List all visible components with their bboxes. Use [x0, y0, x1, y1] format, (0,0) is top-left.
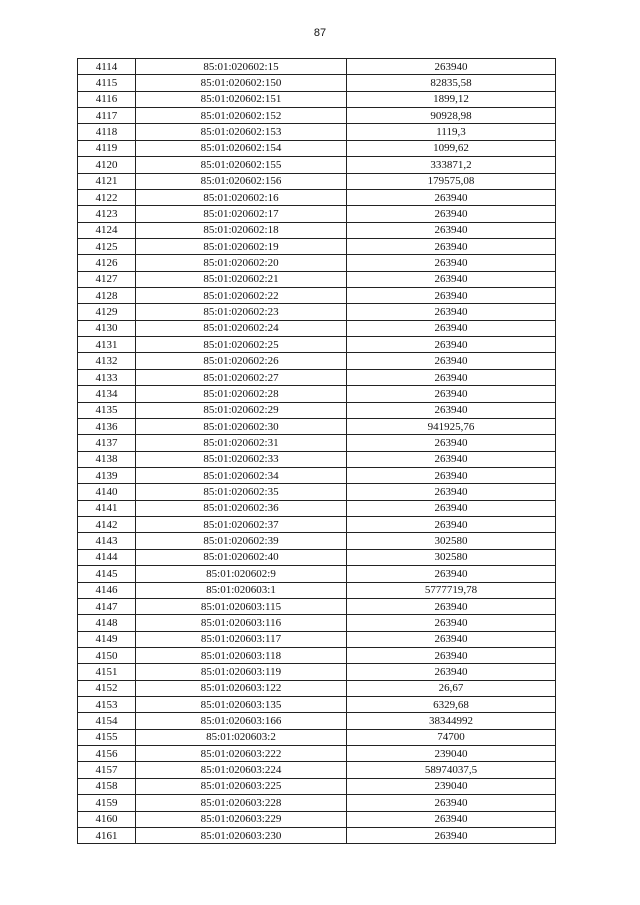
cadastral-number-cell: 85:01:020603:115	[136, 598, 347, 614]
cadastral-value-cell: 263940	[347, 353, 556, 369]
table-row	[78, 746, 556, 762]
cadastral-value-cell: 263940	[347, 255, 556, 271]
table-row	[78, 729, 556, 745]
row-number-cell: 4132	[78, 353, 136, 369]
cadastral-value-cell: 263940	[347, 500, 556, 516]
table-row	[78, 353, 556, 369]
cadastral-value-cell: 263940	[347, 288, 556, 304]
cadastral-number-cell: 85:01:020602:151	[136, 91, 347, 107]
cadastral-number-cell: 85:01:020602:36	[136, 500, 347, 516]
cadastral-value-cell: 239040	[347, 746, 556, 762]
row-number-cell: 4134	[78, 386, 136, 402]
table-row	[78, 108, 556, 124]
table-row	[78, 582, 556, 598]
cadastral-number-cell: 85:01:020603:135	[136, 697, 347, 713]
table-row	[78, 778, 556, 794]
cadastral-value-cell: 302580	[347, 549, 556, 565]
table-row	[78, 795, 556, 811]
table-row	[78, 255, 556, 271]
cadastral-value-cell: 26,67	[347, 680, 556, 696]
row-number-cell: 4155	[78, 729, 136, 745]
cadastral-number-cell: 85:01:020602:23	[136, 304, 347, 320]
table-row	[78, 811, 556, 827]
cadastral-number-cell: 85:01:020602:25	[136, 337, 347, 353]
table-row	[78, 238, 556, 254]
row-number-cell: 4130	[78, 320, 136, 336]
table-row	[78, 697, 556, 713]
row-number-cell: 4137	[78, 435, 136, 451]
row-number-cell: 4122	[78, 189, 136, 205]
row-number-cell: 4129	[78, 304, 136, 320]
cadastral-number-cell: 85:01:020602:152	[136, 108, 347, 124]
cadastral-number-cell: 85:01:020602:40	[136, 549, 347, 565]
row-number-cell: 4117	[78, 108, 136, 124]
row-number-cell: 4147	[78, 598, 136, 614]
row-number-cell: 4126	[78, 255, 136, 271]
row-number-cell: 4156	[78, 746, 136, 762]
table-row	[78, 631, 556, 647]
row-number-cell: 4142	[78, 517, 136, 533]
cadastral-value-cell: 263940	[347, 222, 556, 238]
table-row	[78, 566, 556, 582]
cadastral-number-cell: 85:01:020602:17	[136, 206, 347, 222]
cadastral-value-cell: 6329,68	[347, 697, 556, 713]
row-number-cell: 4157	[78, 762, 136, 778]
row-number-cell: 4150	[78, 647, 136, 663]
table-row	[78, 467, 556, 483]
cadastral-value-cell: 263940	[347, 795, 556, 811]
cadastral-value-cell: 74700	[347, 729, 556, 745]
cadastral-number-cell: 85:01:020602:28	[136, 386, 347, 402]
cadastral-value-table	[77, 58, 556, 844]
table-row	[78, 271, 556, 287]
cadastral-number-cell: 85:01:020603:118	[136, 647, 347, 663]
row-number-cell: 4116	[78, 91, 136, 107]
cadastral-value-cell: 941925,76	[347, 418, 556, 434]
cadastral-number-cell: 85:01:020602:30	[136, 418, 347, 434]
cadastral-number-cell: 85:01:020603:224	[136, 762, 347, 778]
cadastral-number-cell: 85:01:020602:35	[136, 484, 347, 500]
cadastral-value-cell: 263940	[347, 238, 556, 254]
cadastral-value-cell: 38344992	[347, 713, 556, 729]
table-row	[78, 549, 556, 565]
table-row	[78, 451, 556, 467]
table-row	[78, 484, 556, 500]
cadastral-value-cell: 263940	[347, 189, 556, 205]
cadastral-value-cell: 263940	[347, 827, 556, 843]
row-number-cell: 4153	[78, 697, 136, 713]
row-number-cell: 4148	[78, 615, 136, 631]
cadastral-number-cell: 85:01:020602:24	[136, 320, 347, 336]
cadastral-value-cell: 263940	[347, 271, 556, 287]
cadastral-number-cell: 85:01:020602:9	[136, 566, 347, 582]
cadastral-value-cell: 263940	[347, 386, 556, 402]
table-row	[78, 304, 556, 320]
cadastral-number-cell: 85:01:020603:1	[136, 582, 347, 598]
table-row	[78, 140, 556, 156]
cadastral-value-cell: 263940	[347, 402, 556, 418]
cadastral-value-cell: 263940	[347, 811, 556, 827]
table-row	[78, 500, 556, 516]
cadastral-number-cell: 85:01:020602:155	[136, 157, 347, 173]
cadastral-value-cell: 263940	[347, 566, 556, 582]
cadastral-value-cell: 263940	[347, 304, 556, 320]
table-row	[78, 517, 556, 533]
cadastral-value-cell: 263940	[347, 206, 556, 222]
cadastral-number-cell: 85:01:020602:15	[136, 59, 347, 75]
cadastral-value-cell: 263940	[347, 517, 556, 533]
table-row	[78, 664, 556, 680]
table-row	[78, 418, 556, 434]
cadastral-number-cell: 85:01:020602:20	[136, 255, 347, 271]
table-row	[78, 647, 556, 663]
cadastral-value-cell: 263940	[347, 59, 556, 75]
row-number-cell: 4154	[78, 713, 136, 729]
cadastral-value-cell: 1099,62	[347, 140, 556, 156]
row-number-cell: 4120	[78, 157, 136, 173]
cadastral-value-cell: 302580	[347, 533, 556, 549]
cadastral-number-cell: 85:01:020602:27	[136, 369, 347, 385]
table-row	[78, 762, 556, 778]
row-number-cell: 4118	[78, 124, 136, 140]
row-number-cell: 4123	[78, 206, 136, 222]
cadastral-number-cell: 85:01:020602:150	[136, 75, 347, 91]
row-number-cell: 4121	[78, 173, 136, 189]
cadastral-number-cell: 85:01:020602:31	[136, 435, 347, 451]
row-number-cell: 4114	[78, 59, 136, 75]
cadastral-number-cell: 85:01:020602:19	[136, 238, 347, 254]
table-row	[78, 827, 556, 843]
cadastral-value-cell: 82835,58	[347, 75, 556, 91]
cadastral-number-cell: 85:01:020602:22	[136, 288, 347, 304]
cadastral-value-cell: 179575,08	[347, 173, 556, 189]
cadastral-value-cell: 263940	[347, 598, 556, 614]
row-number-cell: 4140	[78, 484, 136, 500]
row-number-cell: 4119	[78, 140, 136, 156]
cadastral-number-cell: 85:01:020602:154	[136, 140, 347, 156]
table-row	[78, 369, 556, 385]
cadastral-number-cell: 85:01:020602:39	[136, 533, 347, 549]
row-number-cell: 4159	[78, 795, 136, 811]
row-number-cell: 4127	[78, 271, 136, 287]
row-number-cell: 4125	[78, 238, 136, 254]
cadastral-number-cell: 85:01:020603:117	[136, 631, 347, 647]
table-row	[78, 288, 556, 304]
table-body	[78, 59, 556, 844]
cadastral-number-cell: 85:01:020602:153	[136, 124, 347, 140]
row-number-cell: 4152	[78, 680, 136, 696]
cadastral-number-cell: 85:01:020603:230	[136, 827, 347, 843]
row-number-cell: 4143	[78, 533, 136, 549]
row-number-cell: 4160	[78, 811, 136, 827]
cadastral-number-cell: 85:01:020602:21	[136, 271, 347, 287]
table-row	[78, 75, 556, 91]
page-number: 87	[313, 27, 327, 39]
table-row	[78, 91, 556, 107]
cadastral-number-cell: 85:01:020602:26	[136, 353, 347, 369]
cadastral-number-cell: 85:01:020603:166	[136, 713, 347, 729]
row-number-cell: 4144	[78, 549, 136, 565]
table-row	[78, 337, 556, 353]
cadastral-value-cell: 1119,3	[347, 124, 556, 140]
row-number-cell: 4124	[78, 222, 136, 238]
table-row	[78, 615, 556, 631]
cadastral-number-cell: 85:01:020603:225	[136, 778, 347, 794]
row-number-cell: 4131	[78, 337, 136, 353]
cadastral-number-cell: 85:01:020602:37	[136, 517, 347, 533]
row-number-cell: 4139	[78, 467, 136, 483]
table-row	[78, 386, 556, 402]
cadastral-number-cell: 85:01:020603:228	[136, 795, 347, 811]
row-number-cell: 4149	[78, 631, 136, 647]
table-row	[78, 435, 556, 451]
row-number-cell: 4161	[78, 827, 136, 843]
cadastral-value-cell: 58974037,5	[347, 762, 556, 778]
table-row	[78, 222, 556, 238]
cadastral-value-cell: 1899,12	[347, 91, 556, 107]
table-row	[78, 680, 556, 696]
cadastral-number-cell: 85:01:020602:33	[136, 451, 347, 467]
cadastral-value-cell: 333871,2	[347, 157, 556, 173]
table-row	[78, 124, 556, 140]
table-row	[78, 206, 556, 222]
row-number-cell: 4136	[78, 418, 136, 434]
cadastral-value-cell: 5777719,78	[347, 582, 556, 598]
table-row	[78, 59, 556, 75]
cadastral-number-cell: 85:01:020603:122	[136, 680, 347, 696]
table-row	[78, 598, 556, 614]
cadastral-number-cell: 85:01:020602:34	[136, 467, 347, 483]
row-number-cell: 4141	[78, 500, 136, 516]
table-row	[78, 402, 556, 418]
row-number-cell: 4151	[78, 664, 136, 680]
row-number-cell: 4115	[78, 75, 136, 91]
cadastral-number-cell: 85:01:020603:116	[136, 615, 347, 631]
cadastral-number-cell: 85:01:020602:29	[136, 402, 347, 418]
row-number-cell: 4133	[78, 369, 136, 385]
row-number-cell: 4158	[78, 778, 136, 794]
cadastral-value-cell: 263940	[347, 337, 556, 353]
cadastral-value-cell: 263940	[347, 435, 556, 451]
row-number-cell: 4138	[78, 451, 136, 467]
cadastral-value-cell: 239040	[347, 778, 556, 794]
cadastral-value-cell: 263940	[347, 467, 556, 483]
cadastral-value-cell: 263940	[347, 369, 556, 385]
cadastral-number-cell: 85:01:020602:156	[136, 173, 347, 189]
table-row	[78, 533, 556, 549]
table-row	[78, 713, 556, 729]
row-number-cell: 4135	[78, 402, 136, 418]
cadastral-value-cell: 263940	[347, 647, 556, 663]
cadastral-number-cell: 85:01:020603:229	[136, 811, 347, 827]
table-row	[78, 157, 556, 173]
cadastral-value-cell: 263940	[347, 615, 556, 631]
cadastral-value-cell: 263940	[347, 484, 556, 500]
cadastral-number-cell: 85:01:020603:119	[136, 664, 347, 680]
row-number-cell: 4145	[78, 566, 136, 582]
row-number-cell: 4146	[78, 582, 136, 598]
cadastral-value-cell: 263940	[347, 631, 556, 647]
cadastral-number-cell: 85:01:020602:18	[136, 222, 347, 238]
row-number-cell: 4128	[78, 288, 136, 304]
table-row	[78, 173, 556, 189]
cadastral-number-cell: 85:01:020603:2	[136, 729, 347, 745]
cadastral-value-cell: 90928,98	[347, 108, 556, 124]
cadastral-value-cell: 263940	[347, 320, 556, 336]
cadastral-number-cell: 85:01:020602:16	[136, 189, 347, 205]
cadastral-value-cell: 263940	[347, 451, 556, 467]
table-row	[78, 189, 556, 205]
cadastral-number-cell: 85:01:020603:222	[136, 746, 347, 762]
table-row	[78, 320, 556, 336]
cadastral-value-cell: 263940	[347, 664, 556, 680]
